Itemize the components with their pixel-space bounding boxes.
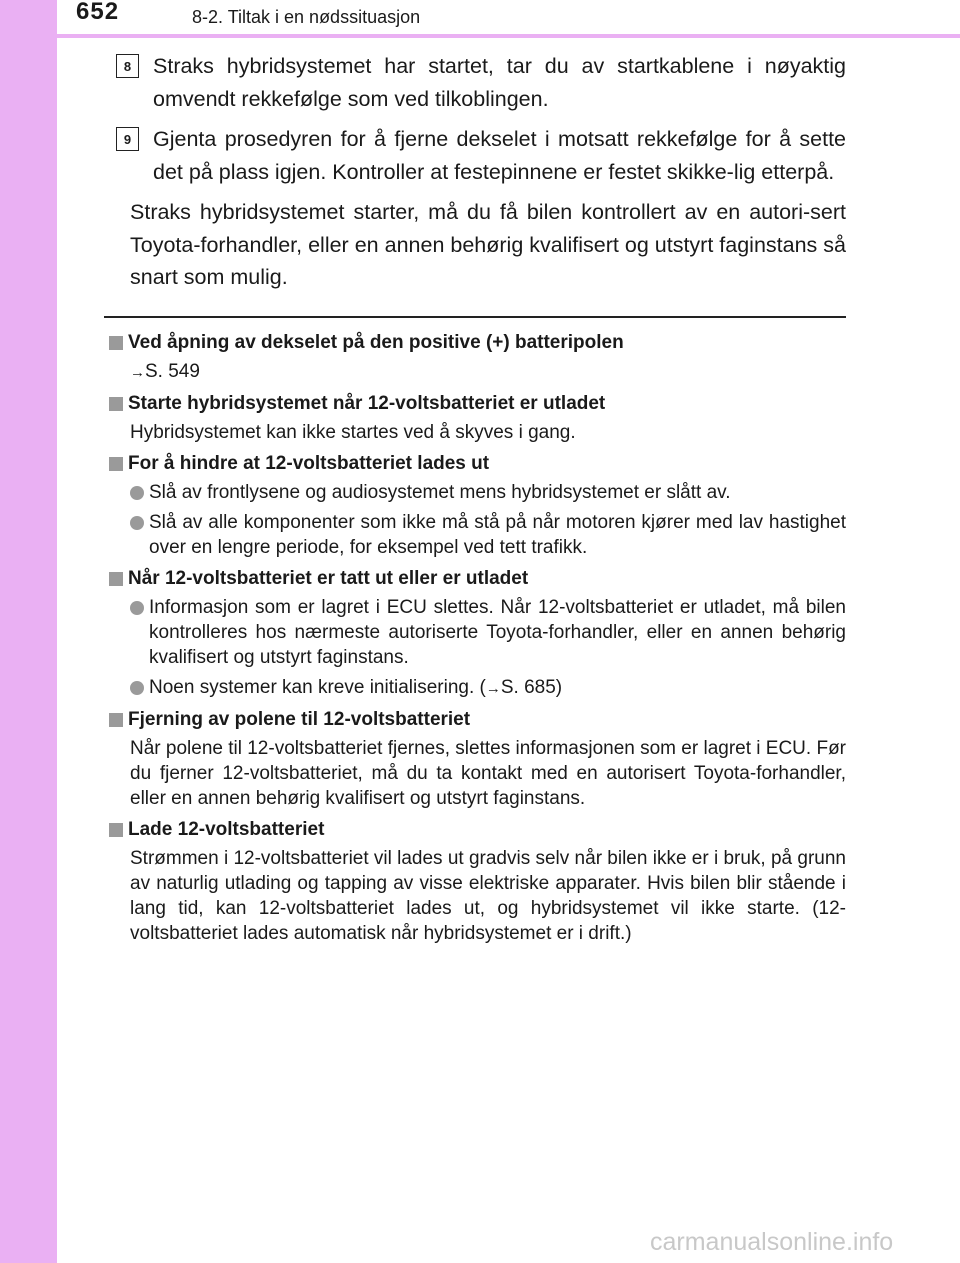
note-heading [104, 451, 846, 476]
step-number-badge: 8 [116, 54, 139, 78]
page-content [104, 50, 846, 950]
bullet-item [104, 480, 846, 505]
note-heading [104, 330, 846, 355]
bullet-text: Informasjon som er lagret i ECU slettes. Når 12-voltsbatteriet er utladet, må bilen kontrolleres hos nærmeste autoriserte Toyota-forhandler, eller en annen behørig kvalifisert og utstyrt faginstans. [149, 596, 846, 668]
circle-bullet-icon [130, 681, 144, 695]
note-body: Når polene til 12-voltsbatteriet fjernes, slettes informasjonen som er lagret i ECU. Før du fjerner 12-voltsbatteriet, må du ta kontakt med en autorisert Toyota-forhandler, eller en annen behørig kvalifisert og utstyrt faginstans. [130, 737, 846, 809]
page-number: 652 [76, 0, 120, 25]
note-heading [104, 817, 846, 842]
square-bullet-icon [109, 572, 123, 586]
bullet-item [104, 675, 846, 701]
step-number-badge: 9 [116, 127, 139, 151]
bullet-item [104, 595, 846, 670]
step-9 [104, 123, 846, 188]
circle-bullet-icon [130, 516, 144, 530]
square-bullet-icon [109, 457, 123, 471]
note-title: Starte hybridsystemet når 12-voltsbatteriet er utladet [128, 392, 606, 414]
note-title: Når 12-voltsbatteriet er tatt ut eller er utladet [128, 567, 529, 589]
note-body: Strømmen i 12-voltsbatteriet vil lades ut gradvis selv når bilen ikke er i bruk, på grunn av naturlig utlading og tapping av visse elektriske apparater. Hvis bilen blir stående i lang tid, kan 12-voltsbatteriet lades ut, og hybridsystemet vil ikke starte. (12-voltsbatteriet lades automatisk når hybridsystemet er i drift.) [130, 847, 846, 944]
note-heading [104, 566, 846, 591]
note-body: Hybridsystemet kan ikke startes ved å skyves i gang. [130, 421, 576, 443]
page-reference-link[interactable]: S. 685) [500, 676, 563, 698]
page-reference-link[interactable]: S. 549 [145, 360, 200, 382]
section-title: 8-2. Tiltak i en nødssituasjon [192, 7, 421, 27]
step-text: Gjenta prosedyren for å fjerne dekselet i motsatt rekkefølge for å sette det på plass igjen. Kontroller at festepinnene er festet skikke-lig etterpå. [153, 127, 846, 184]
step-8 [104, 50, 846, 115]
closing-paragraph: Straks hybridsystemet starter, må du få bilen kontrollert av en autori-sert Toyota-forhandler, eller en annen behørig kvalifisert og utstyrt faginstans så snart som mulig. [130, 200, 846, 289]
bullet-text: Slå av alle komponenter som ikke må stå på når motoren kjører med lav hastighet over en lengre periode, for eksempel ved tett trafikk. [149, 511, 846, 558]
page-reference[interactable] [104, 359, 846, 385]
note-title: Fjerning av polene til 12-voltsbatteriet [128, 708, 471, 730]
header-underline [57, 34, 960, 38]
step-text: Straks hybridsystemet har startet, tar du av startkablene i nøyaktig omvendt rekkefølge som ved tilkoblingen. [153, 54, 846, 111]
square-bullet-icon [109, 397, 123, 411]
side-color-band [0, 0, 57, 1263]
square-bullet-icon [109, 336, 123, 350]
note-heading [104, 391, 846, 416]
square-bullet-icon [109, 823, 123, 837]
circle-bullet-icon [130, 486, 144, 500]
bullet-item [104, 510, 846, 560]
note-title: For å hindre at 12-voltsbatteriet lades ut [128, 452, 490, 474]
header-band [0, 0, 960, 38]
bullet-text: Slå av frontlysene og audiosystemet mens hybridsystemet er slått av. [149, 481, 731, 503]
arrow-icon: → [130, 363, 145, 381]
note-heading [104, 707, 846, 732]
note-title: Ved åpning av dekselet på den positive (+) batteripolen [128, 331, 624, 353]
bullet-text: Noen systemer kan kreve initialisering. ( [149, 676, 486, 698]
watermark: carmanualsonline.info [650, 1228, 894, 1256]
note-title: Lade 12-voltsbatteriet [128, 818, 325, 840]
circle-bullet-icon [130, 601, 144, 615]
section-divider [104, 316, 846, 318]
arrow-icon: → [485, 679, 501, 697]
square-bullet-icon [109, 713, 123, 727]
